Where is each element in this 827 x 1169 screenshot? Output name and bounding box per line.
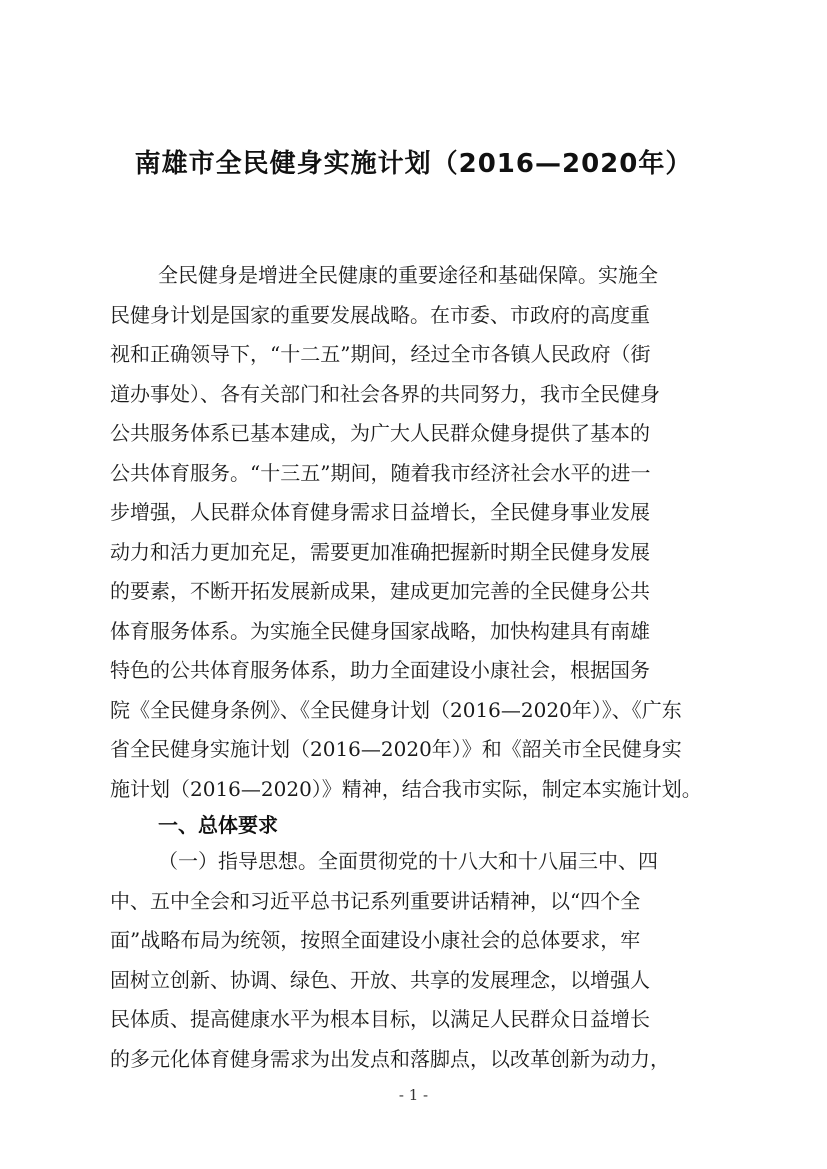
- text-line: 全民健身是增进全民健康的重要途径和基础保障。实施全: [158, 263, 658, 287]
- text-line: 民体质、提高健康水平为根本目标，以满足人民群众日益增长: [110, 1007, 650, 1031]
- text-line: 固树立创新、协调、绿色、开放、共享的发展理念，以增强人: [110, 967, 650, 992]
- text-line: （一）指导思想。全面贯彻党的十八大和十八届三中、四: [158, 849, 658, 873]
- text-line: 体育服务体系。为实施全民健身国家战略，加快构建具有南雄: [110, 618, 650, 643]
- text-line: 施计划（2016—2020）》精神，结合我市实际，制定本实施计划。: [110, 776, 702, 801]
- text-line: 视和正确领导下，“十二五”期间，经过全市各镇人民政府（街: [110, 342, 651, 366]
- text-line: 步增强，人民群众体育健身需求日益增长，全民健身事业发展: [110, 500, 650, 524]
- text-line: 动力和活力更加充足，需要更加准确把握新时期全民健身发展: [110, 539, 650, 564]
- text-line: 院《全民健身条例》、《全民健身计划（2016—2020年）》、《广东: [110, 697, 682, 722]
- text-line: 特色的公共体育服务体系，助力全面建设小康社会，根据国务: [110, 658, 650, 682]
- page-number: - 1 -: [398, 1086, 429, 1104]
- text-line: 公共服务体系已基本建成，为广大人民群众健身提供了基本的: [110, 421, 650, 445]
- text-line: 中、五中全会和习近平总书记系列重要讲话精神，以“四个全: [110, 888, 641, 913]
- text-line: 道办事处）、各有关部门和社会各界的共同努力，我市全民健身: [110, 381, 660, 406]
- text-line: 面”战略布局为统领，按照全面建设小康社会的总体要求，牢: [110, 928, 641, 952]
- text-line: 民健身计划是国家的重要发展战略。在市委、市政府的高度重: [110, 302, 650, 327]
- text-line: 的多元化体育健身需求为出发点和落脚点，以改革创新为动力，: [110, 1046, 670, 1071]
- document-title: 南雄市全民健身实施计划（2016—2020年）: [134, 149, 693, 179]
- section-heading-overall-requirements: 一、总体要求: [158, 813, 278, 837]
- text-line: 的要素，不断开拓发展新成果，建成更加完善的全民健身公共: [110, 579, 650, 603]
- text-line: 公共体育服务。“十三五”期间，随着我市经济社会水平的进一: [110, 460, 651, 485]
- text-line: 省全民健身实施计划（2016—2020年）》和《韶关市全民健身实: [110, 737, 682, 761]
